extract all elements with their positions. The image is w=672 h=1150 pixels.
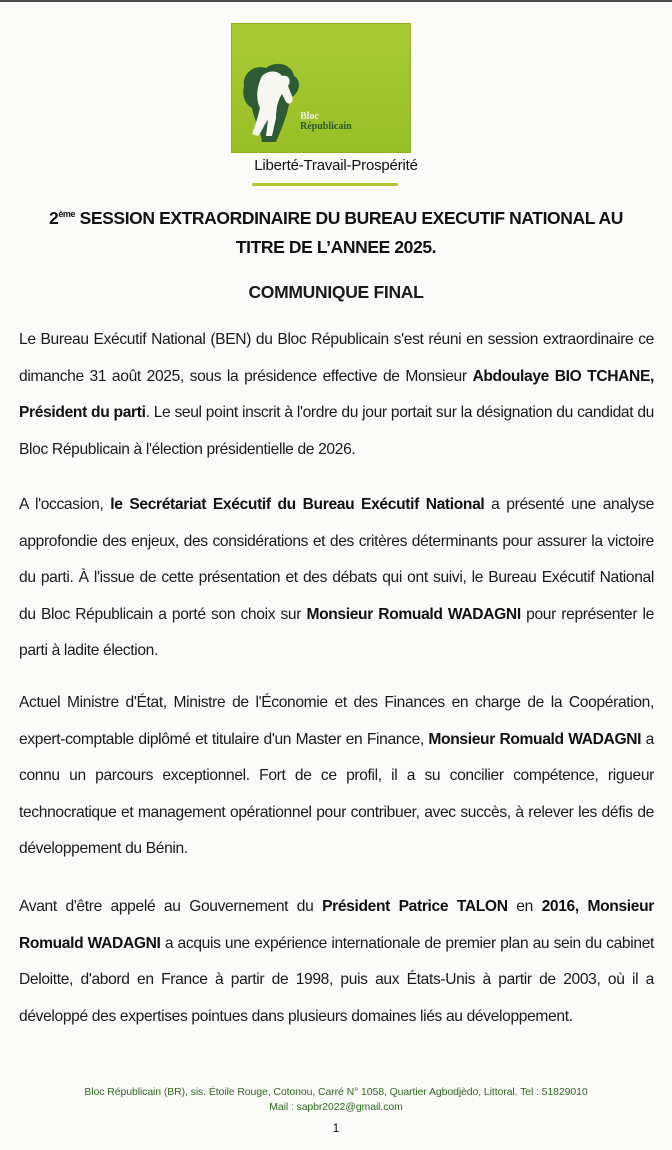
logo-line1: Bloc [300,111,319,122]
bold-text-segment: le Secrétariat Exécutif du Bureau Exécutif National [110,496,485,513]
document-title [0,200,672,262]
footer-address: Bloc Républicain (BR), sis. Étoile Rouge, Cotonou, Carré N° 1058, Quartier Agbodjèdo, Littoral. Tel : 51829010 [84,1086,588,1098]
title-ordinal-suffix: ème [58,209,76,219]
bold-text-segment: Monsieur Romuald WADAGNI [428,730,642,748]
logo-wordmark [300,112,352,132]
paragraph-1 [19,322,654,468]
page-footer [0,1085,672,1115]
text-segment: Le Bureau Exécutif National (BEN) du Bloc Républicain s'est réuni en session extraordinaire ce dimanche 31 août 2025, sous la présidence effective de Monsieur [19,331,654,385]
paragraph-4 [19,889,654,1035]
title-line1: SESSION EXTRAORDINAIRE DU BUREAU EXECUTIF NATIONAL AU [75,208,623,228]
page-number: 1 [332,1121,340,1135]
text-segment: Actuel Ministre d'État, Ministre de l'Économie et des Finances en charge de la Coopération, expert-comptable diplômé et titulaire d'un Master en Finance, [19,694,654,748]
party-slogan: Liberté-Travail-Prospérité [254,157,418,174]
text-segment: a présenté une analyse approfondie des enjeux, des considérations et des critères déterminants pour assurer la victoire du parti. À l'issue de cette présentation et des débats qui ont suivi, le Bureau Exécutif National du Bloc Républicain a porté son choix sur [19,496,655,623]
document-subtitle: COMMUNIQUE FINAL [248,282,424,302]
slogan-underline [252,183,398,186]
title-ordinal: 2 [48,208,59,228]
text-segment: Avant d'être appelé au Gouvernement du [19,898,323,915]
text-segment: a connu un parcours exceptionnel. Fort de ce profil, il a su concilier compétence, rigueur technocratique et management opérationnel pour contribuer, avec succès, à relever les défis de développement du Bénin. [19,730,654,857]
paragraph-3 [19,685,654,868]
bold-text-segment: 2016, Monsieur Romuald WADAGNI [19,898,654,952]
text-segment: en [507,898,542,915]
rearing-horse-icon [232,24,412,154]
bold-text-segment: Abdoulaye BIO TCHANE, Président du parti [19,367,654,421]
bold-text-segment: Président Patrice TALON [322,898,508,915]
top-edge-bar [0,0,672,2]
text-segment: pour représenter le parti à ladite élection. [19,605,654,659]
text-segment: A l'occasion, [19,496,111,513]
footer-mail: Mail : sapbr2022@gmail.com [269,1101,403,1113]
party-logo [231,23,411,153]
text-segment: a acquis une expérience internationale de premier plan au sein du cabinet Deloitte, d'abord en France à partir de 1998, puis aux États-Unis à partir de 2003, où il a développé des expertises pointues dans plusieurs domaines liés au développement. [19,934,654,1025]
text-segment: . Le seul point inscrit à l'ordre du jour portait sur la désignation du candidat du Bloc Républicain à l'élection présidentielle de 2026. [19,404,654,458]
bold-text-segment: Monsieur Romuald WADAGNI [306,605,521,623]
paragraph-2 [19,487,654,670]
logo-line2: Républicain [300,121,352,132]
title-line2: TITRE DE L’ANNEE 2025. [235,237,437,257]
